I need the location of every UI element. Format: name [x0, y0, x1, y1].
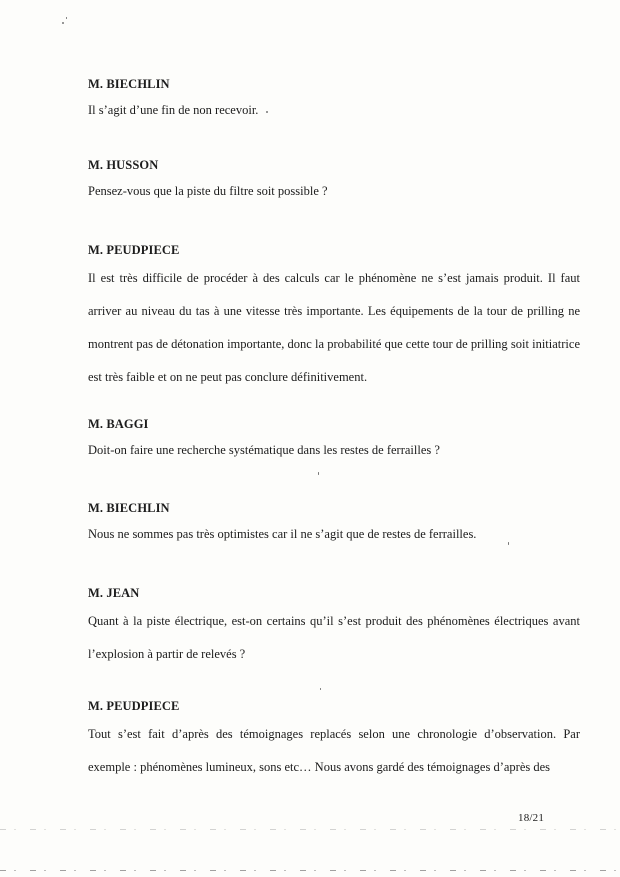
- entry-peudpiece-1: [88, 242, 580, 394]
- speech-text: Il est très difficile de procéder à des calculs car le phénomène ne s’est jamais produit. Il faut arriver au niveau du tas à une vitesse très importante. Les équipements de la tour de prilling ne montrent pas de détonation importante, donc la probabilité que cette tour de prilling soit initiatrice est très faible et on ne peut pas conclure définitivement.: [88, 271, 580, 384]
- speaker-name: M. JEAN: [88, 586, 140, 600]
- speech-text: Quant à la piste électrique, est-on certains qu’il s’est produit des phénomènes électriques avant l’explosion à partir de relevés ?: [88, 614, 580, 661]
- page-number: 18/21: [518, 812, 545, 824]
- scan-noise-line: [0, 870, 620, 871]
- entry-jean: [88, 585, 580, 671]
- scan-speck: [318, 472, 319, 475]
- entry-biechlin-1: [88, 76, 580, 118]
- speech-text: Il s’agit d’une fin de non recevoir.: [88, 103, 259, 117]
- speaker-name: M. HUSSON: [88, 158, 159, 172]
- entry-baggi: [88, 416, 580, 458]
- scan-speck: [66, 17, 67, 19]
- entry-peudpiece-2: [88, 698, 580, 784]
- entry-biechlin-2: [88, 500, 580, 542]
- speech-text: Nous ne sommes pas très optimistes car il ne s’agit que de restes de ferrailles.: [88, 527, 477, 541]
- entry-husson: [88, 157, 580, 199]
- scan-speck: [266, 111, 268, 113]
- scan-speck: [320, 688, 321, 690]
- speaker-name: M. BIECHLIN: [88, 501, 170, 515]
- speech-text: Pensez-vous que la piste du filtre soit possible ?: [88, 184, 328, 198]
- speaker-name: M. BAGGI: [88, 417, 149, 431]
- speech-text: Doit-on faire une recherche systématique dans les restes de ferrailles ?: [88, 443, 440, 457]
- scan-speck: [62, 22, 64, 24]
- speech-text: Tout s’est fait d’après des témoignages replacés selon une chronologie d’observation. Par exemple : phénomènes lumineux, sons etc… Nous avons gardé des témoignages d’après des: [88, 727, 580, 774]
- scan-speck: [508, 542, 509, 545]
- scan-noise-line: [0, 829, 620, 830]
- speaker-name: M. PEUDPIECE: [88, 699, 180, 713]
- speaker-name: M. BIECHLIN: [88, 77, 170, 91]
- speaker-name: M. PEUDPIECE: [88, 243, 180, 257]
